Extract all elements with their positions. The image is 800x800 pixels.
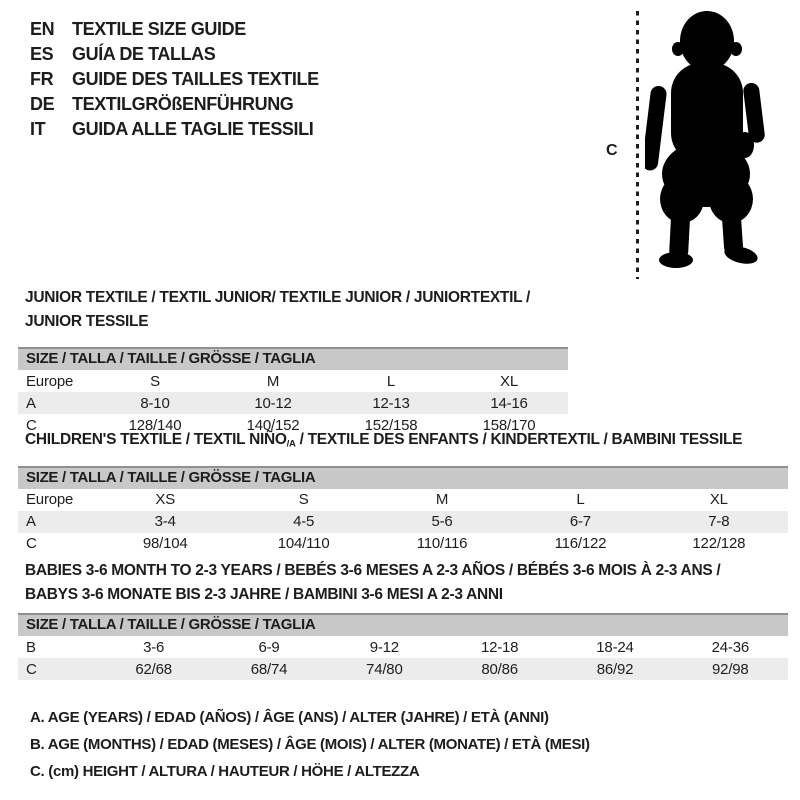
table-cell: 3-4 (154, 513, 176, 531)
table-cell: 128/140 (128, 416, 182, 434)
table-cell: 110/116 (416, 535, 468, 553)
table-title-line (25, 286, 568, 334)
table-cell: 12-13 (372, 394, 410, 412)
table-cell: 62/68 (135, 660, 172, 678)
table-cell: 98/104 (142, 535, 188, 553)
footnote-b: B. AGE (MONTHS) / EDAD (MESES) / ÂGE (MOIS) / ALTER (MONATE) / ETÀ (MESI) (30, 736, 590, 753)
table-cell: 152/158 (364, 416, 418, 434)
table-cell: 140/152 (246, 416, 300, 434)
table-cell: 122/128 (692, 535, 746, 553)
table-row (18, 636, 788, 658)
row-label: Europe (26, 491, 74, 509)
table-cell: 18-24 (596, 638, 634, 656)
junior-size-table (18, 286, 568, 436)
title-text: JUNIOR TEXTILE / TEXTIL JUNIOR/ TEXTILE JUNIOR / JUNIORTEXTIL / JUNIOR TESSILE (25, 289, 531, 330)
table-cell: XL (500, 372, 518, 390)
table-cell: XS (155, 491, 176, 509)
footnote-c: C. (cm) HEIGHT / ALTURA / HAUTEUR / HÖHE / ALTEZZA (30, 763, 420, 780)
language-code: IT (30, 119, 46, 139)
table-title (18, 428, 788, 457)
table-cell: 7-8 (708, 513, 730, 531)
table-cell: 14-16 (490, 394, 528, 412)
row-label: C (26, 416, 37, 434)
table-cell: M (435, 491, 449, 509)
footnote-a: A. AGE (YEARS) / EDAD (AÑOS) / ÂGE (ANS) / ALTER (JAHRE) / ETÀ (ANNI) (30, 709, 549, 726)
language-code: FR (30, 69, 54, 89)
title-text: BABYS 3-6 MONATE BIS 2-3 JAHRE / BAMBINI 3-6 MESI A 2-3 ANNI (25, 586, 503, 603)
children-size-table (18, 428, 788, 555)
table-row (18, 370, 568, 392)
table-row (18, 489, 788, 511)
language-code: DE (30, 94, 55, 114)
toddler-silhouette-image (645, 8, 777, 270)
table-cell: 12-18 (480, 638, 519, 656)
language-title: TEXTILGRÖßENFÜHRUNG (72, 94, 294, 114)
table-cell: 104/110 (277, 535, 330, 553)
size-header: SIZE / TALLA / TAILLE / GRÖSSE / TAGLIA (18, 613, 788, 636)
table-cell: 68/74 (250, 660, 288, 678)
table-cell: S (150, 372, 160, 390)
height-measure-label: C (606, 142, 618, 159)
table-cell: 10-12 (254, 394, 292, 412)
table-cell: 3-6 (143, 638, 165, 656)
title-text: BABIES 3-6 MONTH TO 2-3 YEARS / BEBÉS 3-6 MESES A 2-3 AÑOS / BÉBÉS 3-6 MOIS À 2-3 ANS / (25, 562, 721, 579)
table-cell: XL (709, 491, 728, 509)
table-cell: 92/98 (712, 660, 749, 678)
row-label: C (26, 660, 37, 678)
table-title (18, 286, 568, 334)
table-cell: 74/80 (366, 660, 403, 678)
table-cell: L (576, 491, 585, 509)
height-measure-figure (0, 0, 800, 290)
title-subscript: /A (286, 438, 296, 450)
table-cell: 6-9 (258, 638, 280, 656)
language-code: ES (30, 44, 54, 64)
table-body (18, 636, 788, 680)
table-cell: L (386, 372, 396, 390)
table-cell: 8-10 (140, 394, 170, 412)
language-title: GUIDA ALLE TAGLIE TESSILI (72, 119, 314, 139)
table-row (18, 658, 788, 680)
table-body (18, 370, 568, 436)
table-cell: 9-12 (369, 638, 399, 656)
language-title: GUIDE DES TAILLES TEXTILE (72, 69, 319, 89)
row-label: A (26, 513, 36, 531)
babies-size-table (18, 559, 788, 680)
table-cell: 24-36 (711, 638, 749, 656)
title-text: CHILDREN'S TEXTILE / TEXTIL NIÑO (25, 431, 287, 448)
table-cell: 4-5 (293, 513, 315, 531)
table-cell: 80/86 (481, 660, 518, 678)
table-row (18, 392, 568, 414)
row-label: A (26, 394, 36, 412)
table-body (18, 489, 788, 555)
row-label: B (26, 638, 36, 656)
language-title: TEXTILE SIZE GUIDE (72, 19, 246, 39)
size-header: SIZE / TALLA / TAILLE / GRÖSSE / TAGLIA (18, 347, 568, 370)
table-cell: 116/122 (554, 535, 607, 553)
table-row (18, 511, 788, 533)
table-cell: 86/92 (596, 660, 634, 678)
table-cell: 158/170 (482, 416, 536, 434)
table-title-line (25, 583, 788, 607)
language-title: GUÍA DE TALLAS (72, 44, 216, 64)
height-dashed-line (636, 11, 639, 279)
table-row (18, 533, 788, 555)
legend-footnotes (30, 704, 590, 785)
title-text: / TEXTILE DES ENFANTS / KINDERTEXTIL / BAMBINI TESSILE (295, 431, 743, 448)
table-cell: S (298, 491, 309, 509)
table-title-line (25, 559, 788, 583)
language-code: EN (30, 19, 55, 39)
table-title (18, 559, 788, 607)
row-label: Europe (26, 372, 74, 390)
row-label: C (26, 535, 37, 553)
size-header: SIZE / TALLA / TAILLE / GRÖSSE / TAGLIA (18, 466, 788, 489)
table-cell: 5-6 (431, 513, 453, 531)
table-cell: M (266, 372, 280, 390)
table-title-line (25, 428, 788, 457)
table-cell: 6-7 (569, 513, 591, 531)
